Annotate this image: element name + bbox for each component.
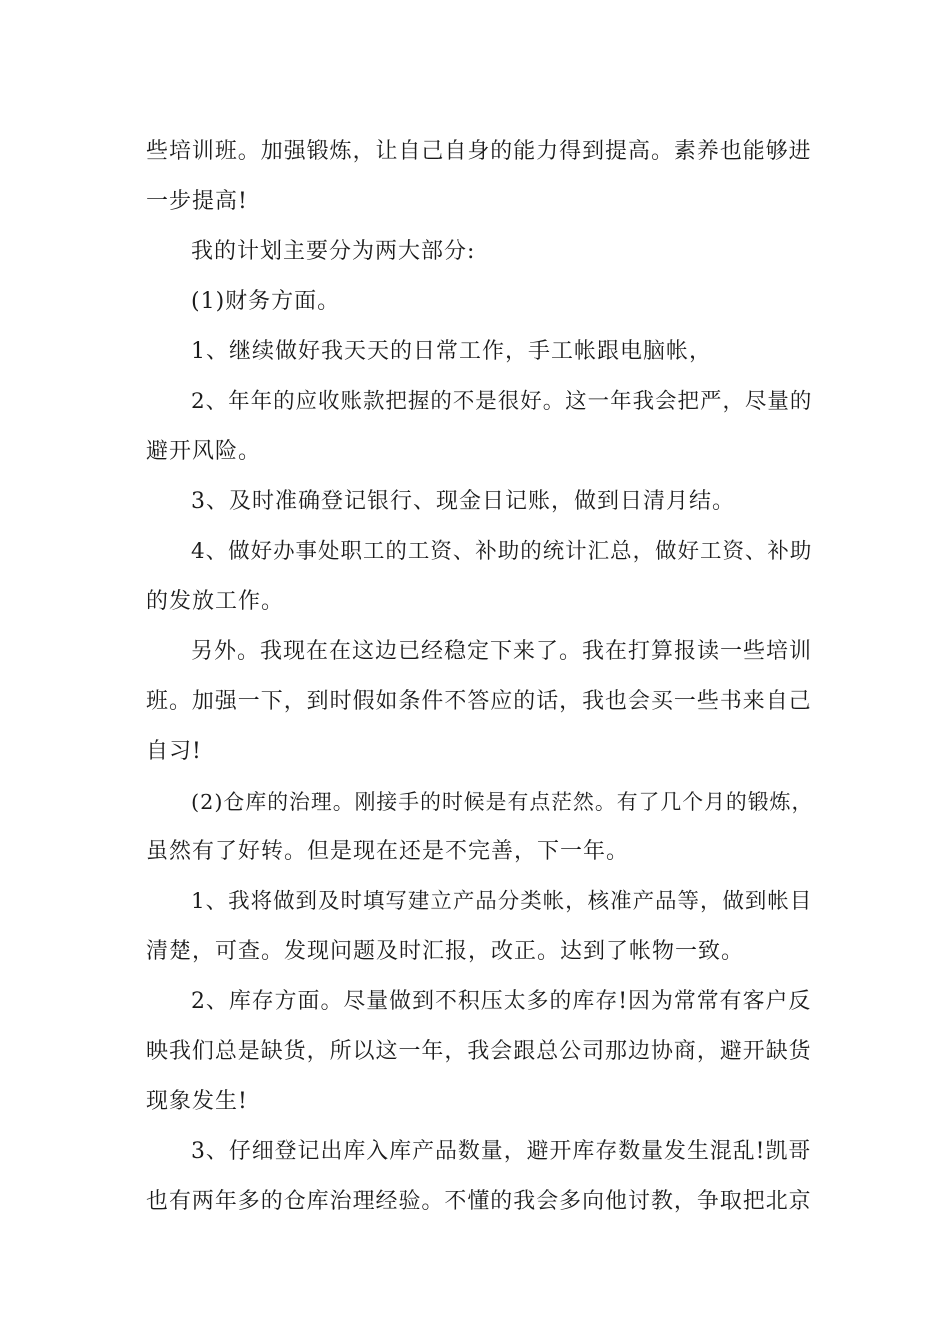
text-line: 班。加强一下，到时假如条件不答应的话，我也会买一些书来自己	[146, 689, 812, 714]
text-line: 也有两年多的仓库治理经验。不懂的我会多向他讨教，争取把北京	[146, 1189, 812, 1214]
text-line: 虽然有了好转。但是现在还是不完善，下一年。	[146, 839, 630, 864]
text-line: 映我们总是缺货，所以这一年，我会跟总公司那边协商，避开缺货	[146, 1039, 812, 1064]
text-line: 4、做好办事处职工的工资、补助的统计汇总，做好工资、补助	[191, 539, 813, 564]
text-line: 3、仔细登记出库入库产品数量，避开库存数量发生混乱!凯哥	[191, 1139, 812, 1164]
text-line: (2)仓库的治理。刚接手的时候是有点茫然。有了几个月的锻炼，	[191, 790, 814, 814]
text-line: 些培训班。加强锻炼，让自己自身的能力得到提高。素养也能够进	[146, 139, 812, 164]
text-line: 清楚，可查。发现问题及时汇报，改正。达到了帐物一致。	[146, 939, 745, 964]
text-line: 另外。我现在在这边已经稳定下来了。我在打算报读一些培训	[191, 639, 813, 664]
text-line: 自习!	[146, 739, 202, 764]
text-line: 的发放工作。	[146, 589, 285, 614]
text-line: 我的计划主要分为两大部分:	[191, 239, 476, 264]
text-line: 1、我将做到及时填写建立产品分类帐，核准产品等，做到帐目	[191, 889, 813, 914]
text-line: 一步提高!	[146, 189, 248, 214]
text-line: 2、年年的应收账款把握的不是很好。这一年我会把严，尽量的	[191, 389, 813, 414]
text-line: (1)财务方面。	[191, 289, 341, 314]
text-line: 2、库存方面。尽量做到不积压太多的库存!因为常常有客户反	[191, 989, 812, 1014]
text-line: 避开风险。	[146, 439, 262, 464]
text-line: 现象发生!	[146, 1089, 248, 1114]
text-line: 1、继续做好我天天的日常工作，手工帐跟电脑帐，	[191, 339, 712, 364]
text-line: 3、及时准确登记银行、现金日记账，做到日清月结。	[191, 489, 735, 514]
